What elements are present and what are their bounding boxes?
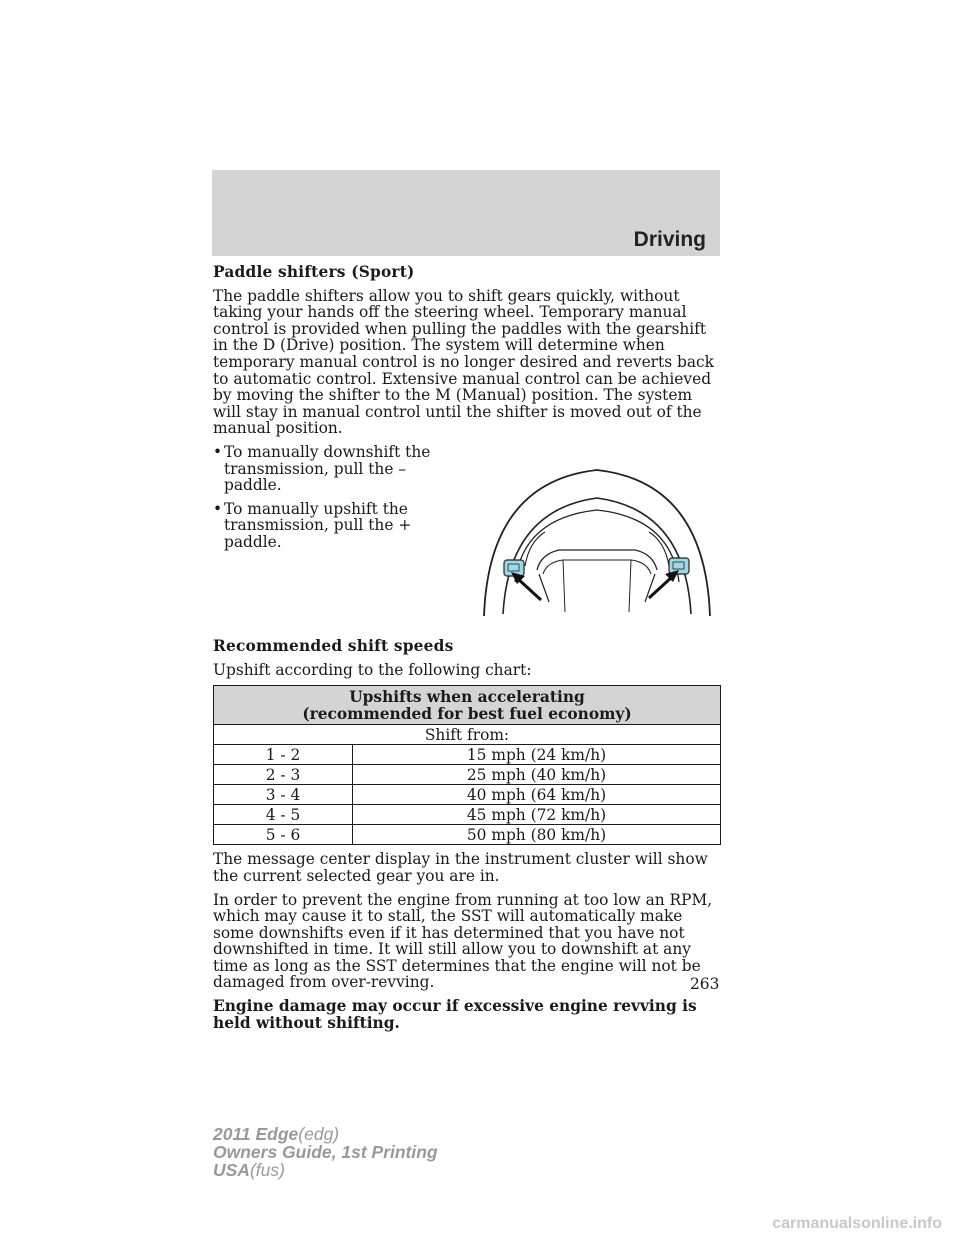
speed-cell: 15 mph (24 km/h): [353, 745, 721, 765]
section-title: Driving: [633, 228, 706, 251]
table-subheader: Shift from:: [214, 725, 721, 745]
page-content: [213, 264, 720, 1038]
shift-speed-table: [213, 685, 721, 845]
speed-cell: 25 mph (40 km/h): [353, 765, 721, 785]
downshift-instruction: To manually downshift the transmission, pull the – paddle.: [224, 442, 431, 495]
gear-cell: 1 - 2: [214, 745, 353, 765]
message-center-note: The message center display in the instrument cluster will show the current selected gear you are in.: [213, 850, 708, 885]
gear-cell: 3 - 4: [214, 785, 353, 805]
footer-line-guide: [213, 1143, 438, 1161]
page-number: 263: [690, 975, 720, 993]
bullet-list: [213, 444, 463, 558]
gear-cell: 5 - 6: [214, 825, 353, 845]
footer-guide: Owners Guide, 1st Printing: [213, 1142, 438, 1162]
watermark: carmanualsonline.info: [772, 1215, 942, 1232]
list-item: [213, 444, 463, 494]
speed-cell: 40 mph (64 km/h): [353, 785, 721, 805]
table-subheader-row: [214, 725, 721, 745]
shift-speeds-heading: Recommended shift speeds: [213, 636, 454, 655]
footer-line-market: [213, 1161, 438, 1179]
paddle-shifters-description: The paddle shifters allow you to shift gears quickly, without taking your hands off the steering wheel. Temporary manual control is provided when pulling the paddles with the gearshift in the D (Drive) position. The system will determine when temporary manual control is no longer desired and reverts back to automatic control. Extensive manual control can be achieved by moving the shifter to the M (Manual) position. The system will stay in manual control until the shifter is moved out of the manual position.: [213, 286, 714, 438]
paddle-shifters-heading: Paddle shifters (Sport): [213, 263, 415, 281]
table-row: [214, 785, 721, 805]
auto-downshift-note: In order to prevent the engine from running at too low an RPM, which may cause it to stall, the SST will automatically make some downshifts even if it has determined that you have not downshifted in time. It will still allow you to downshift at any time as long as the SST determines that the engine will not be damaged from over-revving.: [213, 890, 713, 992]
footer-model: 2011 Edge: [213, 1124, 299, 1144]
table-header-row: [214, 686, 721, 725]
footer-model-code: (edg): [298, 1124, 340, 1144]
upshift-instruction: To manually upshift the transmission, pull the + paddle.: [224, 499, 412, 551]
footer-line-model: [213, 1125, 438, 1143]
footer-market-code: (fus): [249, 1160, 285, 1180]
gear-cell: 4 - 5: [214, 805, 353, 825]
table-row: [214, 825, 721, 845]
paddle-shift-instructions: [213, 444, 720, 624]
shift-speeds-intro: Upshift according to the following chart:: [213, 660, 532, 679]
table-title: [214, 686, 721, 725]
list-item: [213, 501, 463, 551]
table-title-line: (recommended for best fuel economy): [302, 704, 632, 723]
table-title-line: Upshifts when accelerating: [349, 688, 585, 707]
bullet-icon: •: [213, 442, 223, 461]
table-row: [214, 765, 721, 785]
speed-cell: 45 mph (72 km/h): [353, 805, 721, 825]
table-row: [214, 805, 721, 825]
table-row: [214, 745, 721, 765]
steering-wheel-paddles-icon: [479, 462, 715, 620]
bullet-icon: •: [213, 499, 223, 518]
engine-damage-warning: Engine damage may occur if excessive engine revving is held without shifting.: [213, 997, 697, 1032]
gear-cell: 2 - 3: [214, 765, 353, 785]
document-footer: [213, 1125, 438, 1179]
footer-market: USA: [213, 1160, 250, 1180]
speed-cell: 50 mph (80 km/h): [353, 825, 721, 845]
section-header-band: [212, 170, 720, 256]
